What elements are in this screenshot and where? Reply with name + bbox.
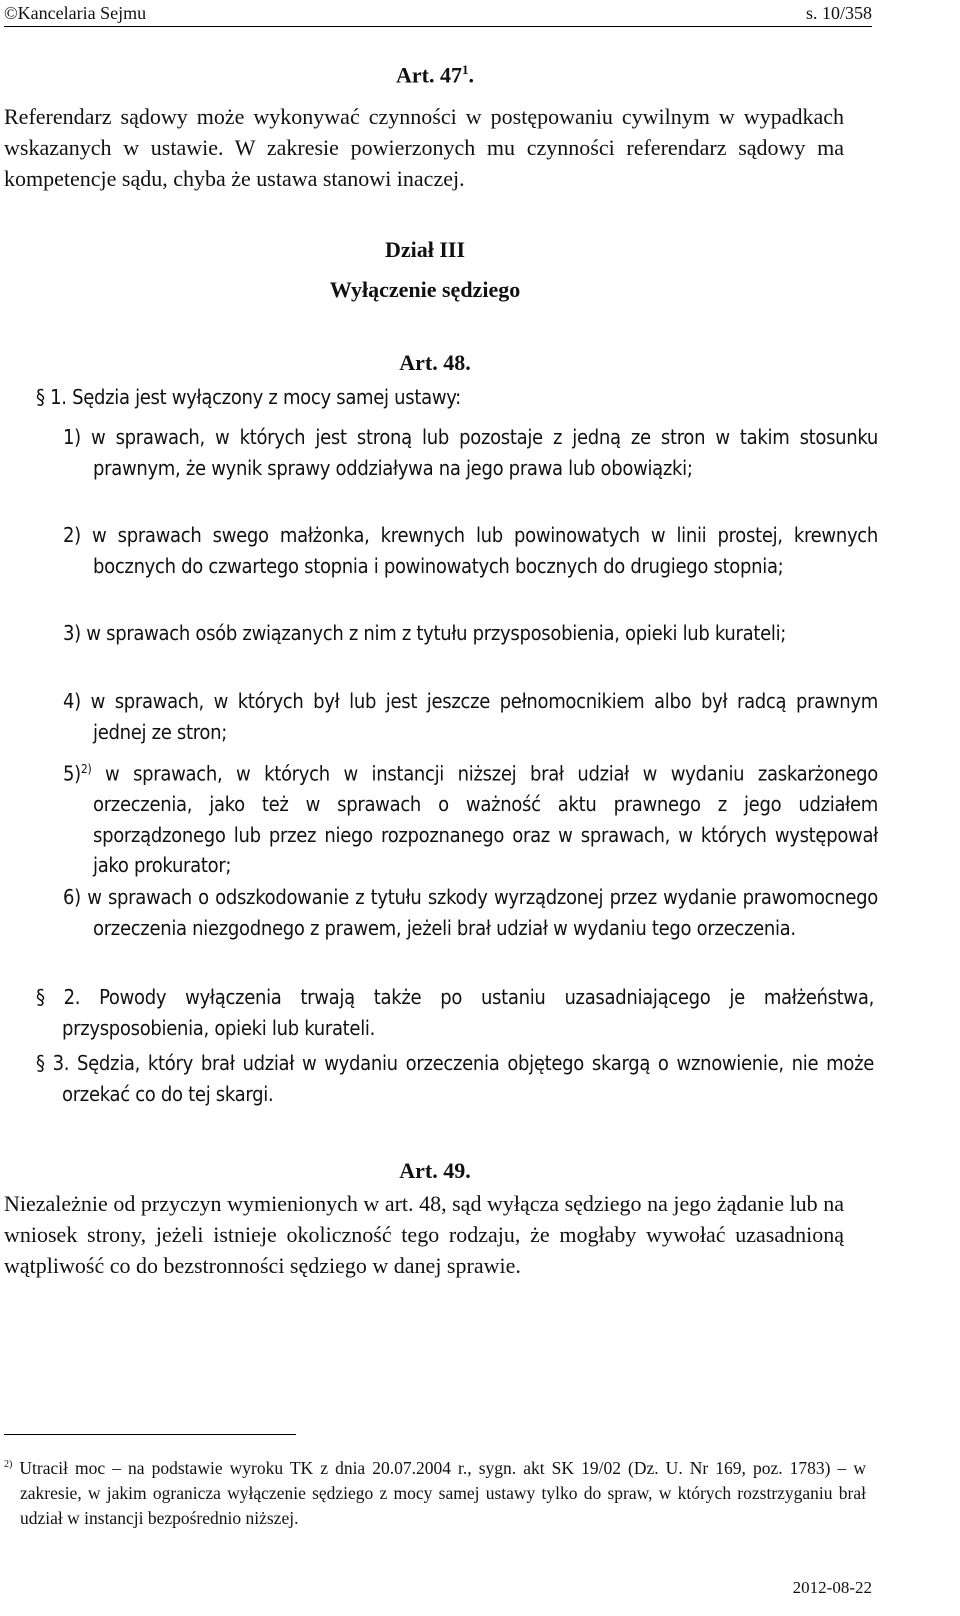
header-page-number: s. 10/358: [805, 3, 872, 23]
art-49-text: Niezależnie od przyczyn wymienionych w art. 48, sąd wyłącza sędziego na jego żądanie lub na wniosek strony, jeżeli istnieje okoliczność tego rodzaju, że mogłaby wywołać uzasadnioną wątpliwość co do bezstronności sędziego w danej sprawie.: [4, 1191, 844, 1278]
art-47-text: Referendarz sądowy może wykonywać czynności w postępowaniu cywilnym w wypadkach wskazanych w ustawie. W zakresie powierzonych mu czynności referendarz sądowy ma kompetencje sądu, chyba że ustawa stanowi inaczej.: [4, 104, 844, 191]
list-item-4: 4) w sprawach, w których był lub jest jeszcze pełnomocnikiem albo był radcą prawnym jednej ze stron;: [63, 689, 878, 744]
document-date: 2012-08-22: [792, 1578, 872, 1597]
list-item-3: 3) w sprawach osób związanych z nim z tytułu przysposobienia, opieki lub kurateli;: [63, 621, 787, 645]
art-48-par-1-intro: § 1. Sędzia jest wyłączony z mocy samej ustawy:: [36, 385, 461, 409]
division-subtitle: Wyłączenie sędziego: [329, 277, 521, 302]
footnote: [4, 1452, 866, 1531]
art-48-par-3: § 3. Sędzia, który brał udział w wydaniu orzeczenia objętego skargą o wznowienie, nie może orzekać co do tej skargi.: [36, 1051, 874, 1106]
footnote-text: Utracił moc – na podstawie wyroku TK z dnia 20.07.2004 r., sygn. akt SK 19/02 (Dz. U. Nr 169, poz. 1783) – w zakresie, w jakim ogranicza wyłączenie sędziego z mocy samej ustawy tylko do spraw, w których rozstrzyganiu brał udział w instancji bezpośrednio niższej.: [19, 1457, 866, 1528]
footnote-divider: [4, 1434, 296, 1435]
header-publisher: ©Kancelaria Sejmu: [4, 3, 147, 23]
art-48-heading: Art. 48.: [399, 350, 471, 375]
footnote-ref: 2): [80, 762, 92, 776]
list-item-1: 1) w sprawach, w których jest stroną lub pozostaje z jedną ze stron w takim stosunku prawnym, że wynik sprawy oddziaływa na jego prawa lub obowiązki;: [63, 425, 878, 480]
list-item-5: 5)$^{2)}$ w sprawach, w których w instancji niższej brał udział w wydaniu zaskarżonego orzeczenia, jako też w sprawach o ważność aktu prawnego z jego udziałem sporządzonego lub przez niego rozpoznanego oraz w sprawach, w których występował jako prokurator;: [63, 761, 878, 878]
division-title: Dział III: [384, 237, 466, 262]
art-47-heading: Art. $47^1$.: [396, 62, 474, 88]
art-48-par-2: § 2. Powody wyłączenia trwają także po ustaniu uzasadniającego je małżeństwa, przysposobienia, opieki lub kurateli.: [36, 985, 874, 1040]
list-item-2: 2) w sprawach swego małżonka, krewnych lub powinowatych w linii prostej, krewnych bocznych do czwartego stopnia i powinowatych bocznych do drugiego stopnia;: [63, 523, 878, 578]
footnote-mark: 2): [4, 1459, 13, 1470]
art-49-heading: Art. 49.: [399, 1158, 471, 1183]
list-item-6: 6) w sprawach o odszkodowanie z tytułu szkody wyrządzonej przez wydanie prawomocnego orzeczenia niezgodnego z prawem, jeżeli brał udział w wydaniu tego orzeczenia.: [63, 885, 878, 940]
page-header: [4, 0, 872, 27]
